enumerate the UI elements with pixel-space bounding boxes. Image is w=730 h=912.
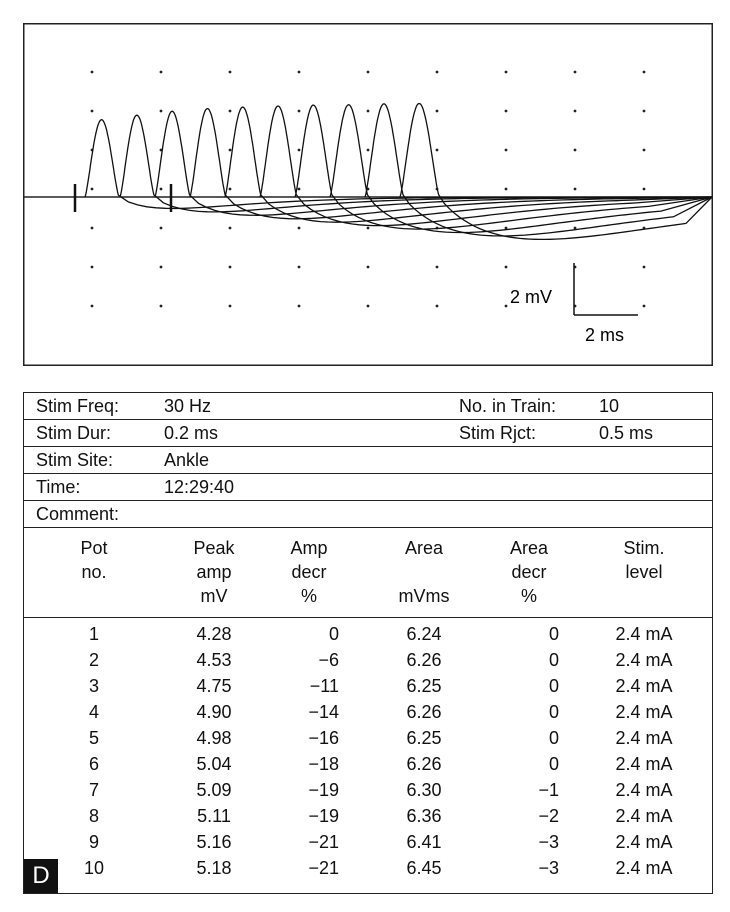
cell-peak-amp: 4.98 [196,728,232,748]
grid-dot [505,305,508,308]
cell-pot-no: 5 [88,728,99,748]
cell-area-decr: 0 [548,728,559,748]
grid-dot [643,266,646,269]
grid-dot [574,71,577,74]
grid-dot [91,266,94,269]
grid-dot [505,149,508,152]
time-label: Time: [36,477,81,497]
info-row-dur [24,420,712,447]
cell-pot-no: 3 [88,676,99,696]
stim-site-value: Ankle [164,450,210,470]
grid-dot [574,110,577,113]
grid-dot [505,110,508,113]
stim-dur-label: Stim Dur: [36,423,112,443]
cell-area: 6.30 [406,780,442,800]
grid-dot [436,305,439,308]
grid-dot [229,110,232,113]
table-row [24,647,712,673]
grid-dot [643,71,646,74]
stim-dur-value: 0.2 ms [164,423,219,443]
cell-peak-amp: 4.28 [196,624,232,644]
table-row [24,777,712,803]
grid-dot [91,188,94,191]
cell-area-decr: 0 [548,754,559,774]
scale-bar-ms-label: 2 ms [585,325,625,345]
results-table [23,392,713,894]
grid-dot [229,188,232,191]
cell-pot-no: 1 [88,624,99,644]
col-header-stim-level: Stim. level [623,538,665,582]
cell-pot-no: 2 [88,650,99,670]
cell-amp-decr: −18 [308,754,339,774]
cell-peak-amp: 5.04 [196,754,232,774]
cell-amp-decr: −14 [308,702,339,722]
grid-dot [574,188,577,191]
panel-letter: D [24,859,58,893]
cell-pot-no: 10 [83,858,105,878]
grid-dot [91,110,94,113]
grid-dot [229,227,232,230]
grid-dot [367,266,370,269]
cell-amp-decr: −21 [308,832,339,852]
col-header-amp-decr: Amp decr % [290,538,328,606]
cell-area: 6.36 [406,806,442,826]
grid-dot [229,71,232,74]
cell-stim-level: 2.4 mA [615,702,673,722]
cell-amp-decr: −16 [308,728,339,748]
cell-area: 6.45 [406,858,442,878]
col-header-pot: Pot no. [80,538,108,582]
cell-stim-level: 2.4 mA [615,780,673,800]
cell-stim-level: 2.4 mA [615,754,673,774]
comment-label: Comment: [36,504,120,524]
grid-dot [160,305,163,308]
grid-dot [298,149,301,152]
grid-dot [160,266,163,269]
cell-peak-amp: 5.09 [196,780,232,800]
cell-area-decr: −2 [538,806,559,826]
cell-peak-amp: 4.75 [196,676,232,696]
cell-area-decr: −3 [538,858,559,878]
cell-peak-amp: 5.16 [196,832,232,852]
grid-dot [436,71,439,74]
grid-dot [643,149,646,152]
cell-area-decr: −3 [538,832,559,852]
stim-site-label: Stim Site: [36,450,114,470]
no-in-train-value: 10 [599,396,620,416]
cell-amp-decr: −11 [309,676,339,696]
table-row [24,699,712,725]
cmap-trace-panel [23,23,713,366]
cell-area-decr: −1 [538,780,559,800]
cell-area: 6.24 [406,624,442,644]
cell-stim-level: 2.4 mA [615,624,673,644]
table-row [24,673,712,699]
cell-pot-no: 9 [88,832,99,852]
scale-bar-mv-label: 2 mV [510,287,553,307]
grid-dot [367,227,370,230]
cell-amp-decr: 0 [328,624,339,644]
cell-area-decr: 0 [548,702,559,722]
grid-dot [298,71,301,74]
data-rows [24,621,712,881]
cell-area-decr: 0 [548,676,559,696]
grid-dot [229,305,232,308]
cell-stim-level: 2.4 mA [615,728,673,748]
cell-stim-level: 2.4 mA [615,858,673,878]
cell-area: 6.41 [406,832,442,852]
cell-area: 6.26 [406,702,442,722]
cmap-trace-chart [23,23,713,366]
grid-dot [160,188,163,191]
cell-peak-amp: 4.90 [196,702,232,722]
cell-pot-no: 6 [88,754,99,774]
grid-dot [367,71,370,74]
cell-area: 6.26 [406,650,442,670]
cell-pot-no: 7 [88,780,99,800]
grid-dot [160,71,163,74]
grid-dot [298,227,301,230]
grid-dot [436,149,439,152]
table-row [24,725,712,751]
col-header-peak-amp: Peak amp mV [193,538,235,606]
no-in-train-label: No. in Train: [459,396,557,416]
info-row-comment [24,501,712,528]
cell-amp-decr: −19 [308,780,339,800]
cell-peak-amp: 4.53 [196,650,232,670]
grid-dot [298,188,301,191]
cell-area-decr: 0 [548,624,559,644]
info-row-site [24,447,712,474]
col-header-area-decr: Area decr % [509,538,549,606]
grid-dot [574,149,577,152]
table-row [24,621,712,647]
grid-dot [298,110,301,113]
grid-dot [643,110,646,113]
cell-peak-amp: 5.18 [196,858,232,878]
stim-rjct-label: Stim Rjct: [459,423,537,443]
cell-area: 6.25 [406,728,442,748]
grid-dot [505,188,508,191]
cell-stim-level: 2.4 mA [615,832,673,852]
table-row [24,751,712,777]
cell-stim-level: 2.4 mA [615,806,673,826]
grid-dot [160,110,163,113]
stim-rjct-value: 0.5 ms [599,423,654,443]
cell-peak-amp: 5.11 [197,806,231,826]
time-value: 12:29:40 [164,477,235,497]
info-row-freq [24,393,712,420]
cell-amp-decr: −19 [308,806,339,826]
grid-dot [91,305,94,308]
cell-pot-no: 4 [88,702,99,722]
grid-dot [229,149,232,152]
grid-dot [367,305,370,308]
cell-stim-level: 2.4 mA [615,676,673,696]
grid-dot [436,110,439,113]
grid-dot [367,110,370,113]
grid-dot [643,305,646,308]
cell-area: 6.25 [406,676,442,696]
stim-freq-label: Stim Freq: [36,396,120,416]
grid-dot [367,149,370,152]
grid-dot [298,266,301,269]
table-row [24,829,712,855]
cell-amp-decr: −21 [308,858,339,878]
grid-dot [91,227,94,230]
cell-stim-level: 2.4 mA [615,650,673,670]
grid-dot [505,71,508,74]
grid-dot [160,227,163,230]
grid-dot [229,266,232,269]
grid-dot [298,305,301,308]
cell-pot-no: 8 [88,806,99,826]
col-header-area: Area mVms [398,538,450,606]
cell-amp-decr: −6 [318,650,339,670]
grid-dot [91,71,94,74]
info-row-time [24,474,712,501]
stim-freq-value: 30 Hz [164,396,212,416]
table-row [24,855,712,881]
grid-dot [505,266,508,269]
grid-dot [643,188,646,191]
table-row [24,803,712,829]
column-headers [24,536,712,618]
cell-area: 6.26 [406,754,442,774]
grid-dot [436,266,439,269]
cell-area-decr: 0 [548,650,559,670]
